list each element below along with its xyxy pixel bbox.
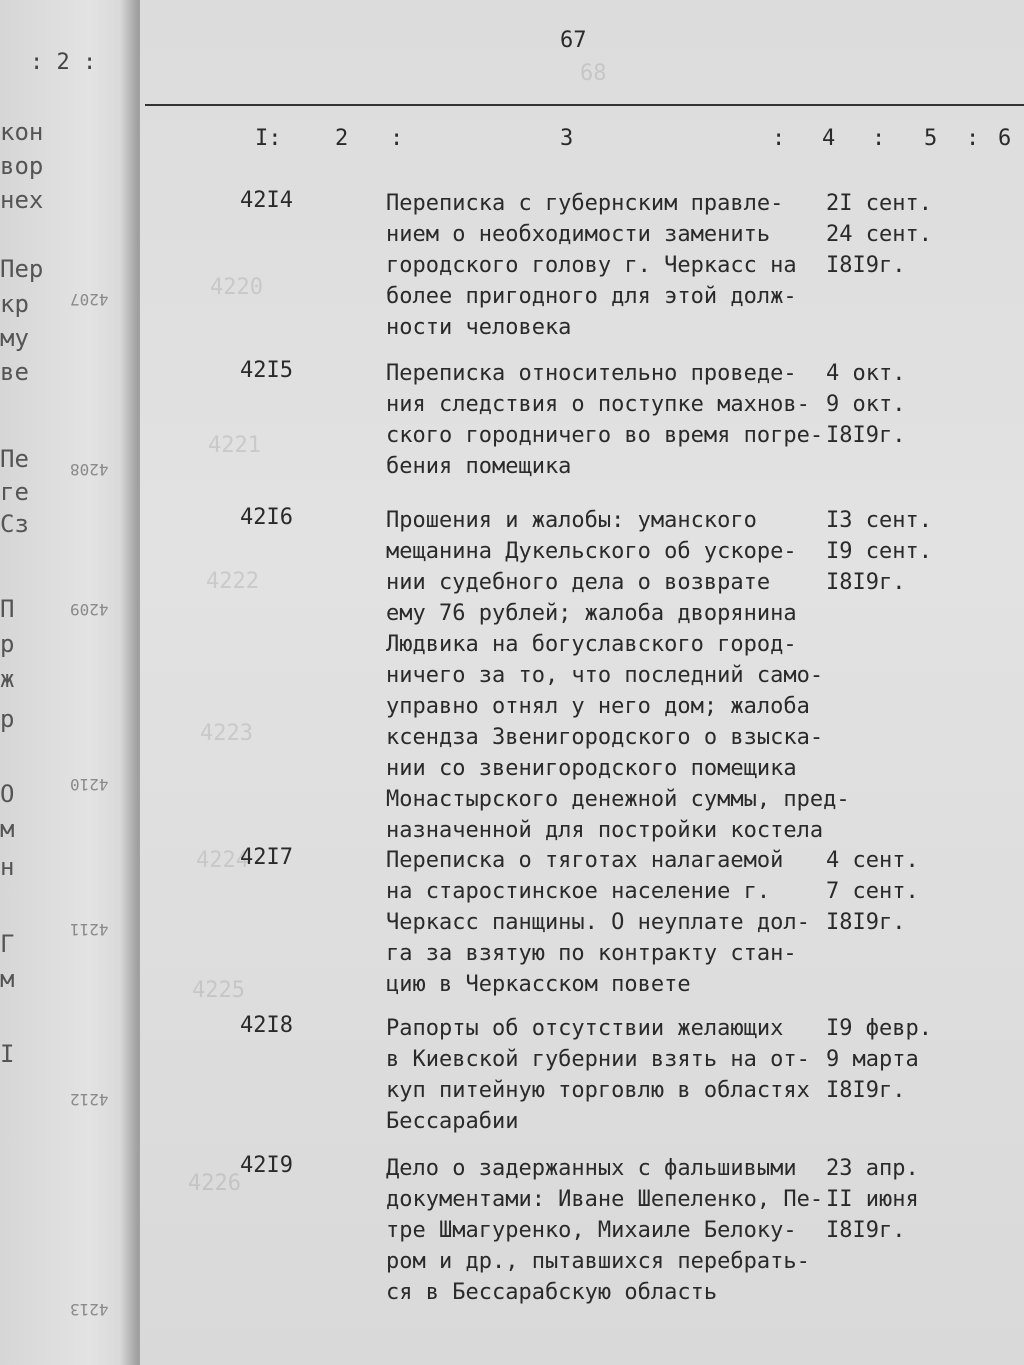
left-page-fragment: м (0, 965, 15, 993)
item-description: Прошения и жалобы: уманского мещанина Дукельского об ускоре- нии судебного дела о возврате ему 76 рублей; жалоба дворянина Людвика на богуславского город- ничего за то, что последний само- управно отнял у него дом; жалоба ксендза Звенигородского о взыска- нии со звенигородского помещика Монастырского денежной суммы, пред- назначенной для постройки костела (386, 508, 850, 843)
item-description: Рапорты об отсутствии желающих в Киевской губернии взять на от- куп питейную торговлю в областях Бессарабии (386, 1016, 810, 1134)
column-separator: : (772, 126, 786, 151)
left-page-fragment: О (0, 780, 15, 808)
left-page-number: 4209 (70, 600, 109, 619)
left-page-fragment: ж (0, 665, 15, 693)
left-page-fragment: Сз (0, 510, 29, 538)
column-header-4: 4 (822, 126, 836, 151)
left-page-fragment: кр (0, 290, 29, 318)
item-dates: I9 февр. 9 марта I8I9г. (826, 1016, 932, 1103)
column-header-6: 6 (998, 126, 1012, 151)
left-page-header: : 2 : (30, 50, 97, 75)
bleed-through-number: 4221 (208, 433, 261, 458)
left-page-fragment: р (0, 630, 15, 658)
item-dates: 4 сент. 7 сент. I8I9г. (826, 848, 919, 935)
left-page-fragment: Г (0, 930, 15, 958)
item-dates: I3 сент. I9 сент. I8I9г. (826, 508, 932, 595)
item-dates: 4 окт. 9 окт. I8I9г. (826, 361, 906, 448)
item-dates: 2I сент. 24 сент. I8I9г. (826, 191, 932, 278)
item-description: Переписка относительно проведе- ния следствия о поступке махнов- ского городничего во время погре- бения помещика (386, 361, 824, 479)
item-description: Переписка с губернским правле- нием о необходимости заменить городского голову г. Черкасс на более пригодного для этой долж- ности человека (386, 191, 797, 340)
left-page-fragment: р (0, 705, 15, 733)
page-number: 67 (560, 28, 587, 53)
left-page-fragment: I (0, 1040, 15, 1068)
item-number: 42I4 (240, 188, 293, 213)
bleed-through-number: 4224 (196, 848, 249, 873)
column-header-5: 5 (924, 126, 938, 151)
item-number: 42I5 (240, 358, 293, 383)
left-page-fragment: нех (0, 186, 44, 214)
left-page-fragment: ве (0, 358, 29, 386)
left-page-fragment: кон (0, 118, 44, 146)
left-page-fragment: вор (0, 152, 44, 180)
left-page-number: 4213 (70, 1300, 109, 1319)
bleed-through-number: 4226 (188, 1171, 241, 1196)
bleed-through-number: 4225 (192, 978, 245, 1003)
left-page-number: 4208 (70, 460, 109, 479)
bleed-through-number: 4220 (210, 275, 263, 300)
column-header-3: 3 (560, 126, 574, 151)
left-page-number: 4212 (70, 1090, 109, 1109)
item-description: Дело о задержанных с фальшивыми документами: Иване Шепеленко, Пе- тре Шмагуренко, Михаиле Белоку- ром и др., пытавшихся перебрать- ся в Бессарабскую область (386, 1156, 824, 1305)
column-separator: : (872, 126, 886, 151)
column-header-1: I: (255, 126, 282, 151)
left-page-fragment: н (0, 853, 15, 881)
left-page-fragment: м (0, 815, 15, 843)
left-page-fragment: Пер (0, 255, 44, 283)
column-header (140, 126, 1024, 166)
column-header-2: 2 (335, 126, 349, 151)
header-rule (145, 104, 1024, 106)
item-number: 42I7 (240, 845, 293, 870)
left-page-fragment: Пе (0, 445, 29, 473)
left-page-fragment: ге (0, 478, 29, 506)
bleed-through-page-number: 68 (580, 61, 607, 86)
left-page-number: 4211 (70, 920, 109, 939)
left-page-fragment: му (0, 324, 29, 352)
item-description: Переписка о тяготах налагаемой на старостинское население г. Черкасс панщины. О неуплате дол- га за взятую по контракту стан- цию в Черкасском повете (386, 848, 810, 997)
item-number: 42I9 (240, 1153, 293, 1178)
document-page (140, 0, 1024, 1365)
left-page-number: 4207 (70, 290, 109, 309)
column-separator: : (390, 126, 404, 151)
item-number: 42I6 (240, 505, 293, 530)
left-page-number: 4210 (70, 775, 109, 794)
bleed-through-number: 4222 (206, 569, 259, 594)
left-page-fragment: П (0, 595, 15, 623)
item-number: 42I8 (240, 1013, 293, 1038)
item-dates: 23 апр. II июня I8I9г. (826, 1156, 919, 1243)
column-separator: : (966, 126, 980, 151)
bleed-through-number: 4223 (200, 721, 253, 746)
